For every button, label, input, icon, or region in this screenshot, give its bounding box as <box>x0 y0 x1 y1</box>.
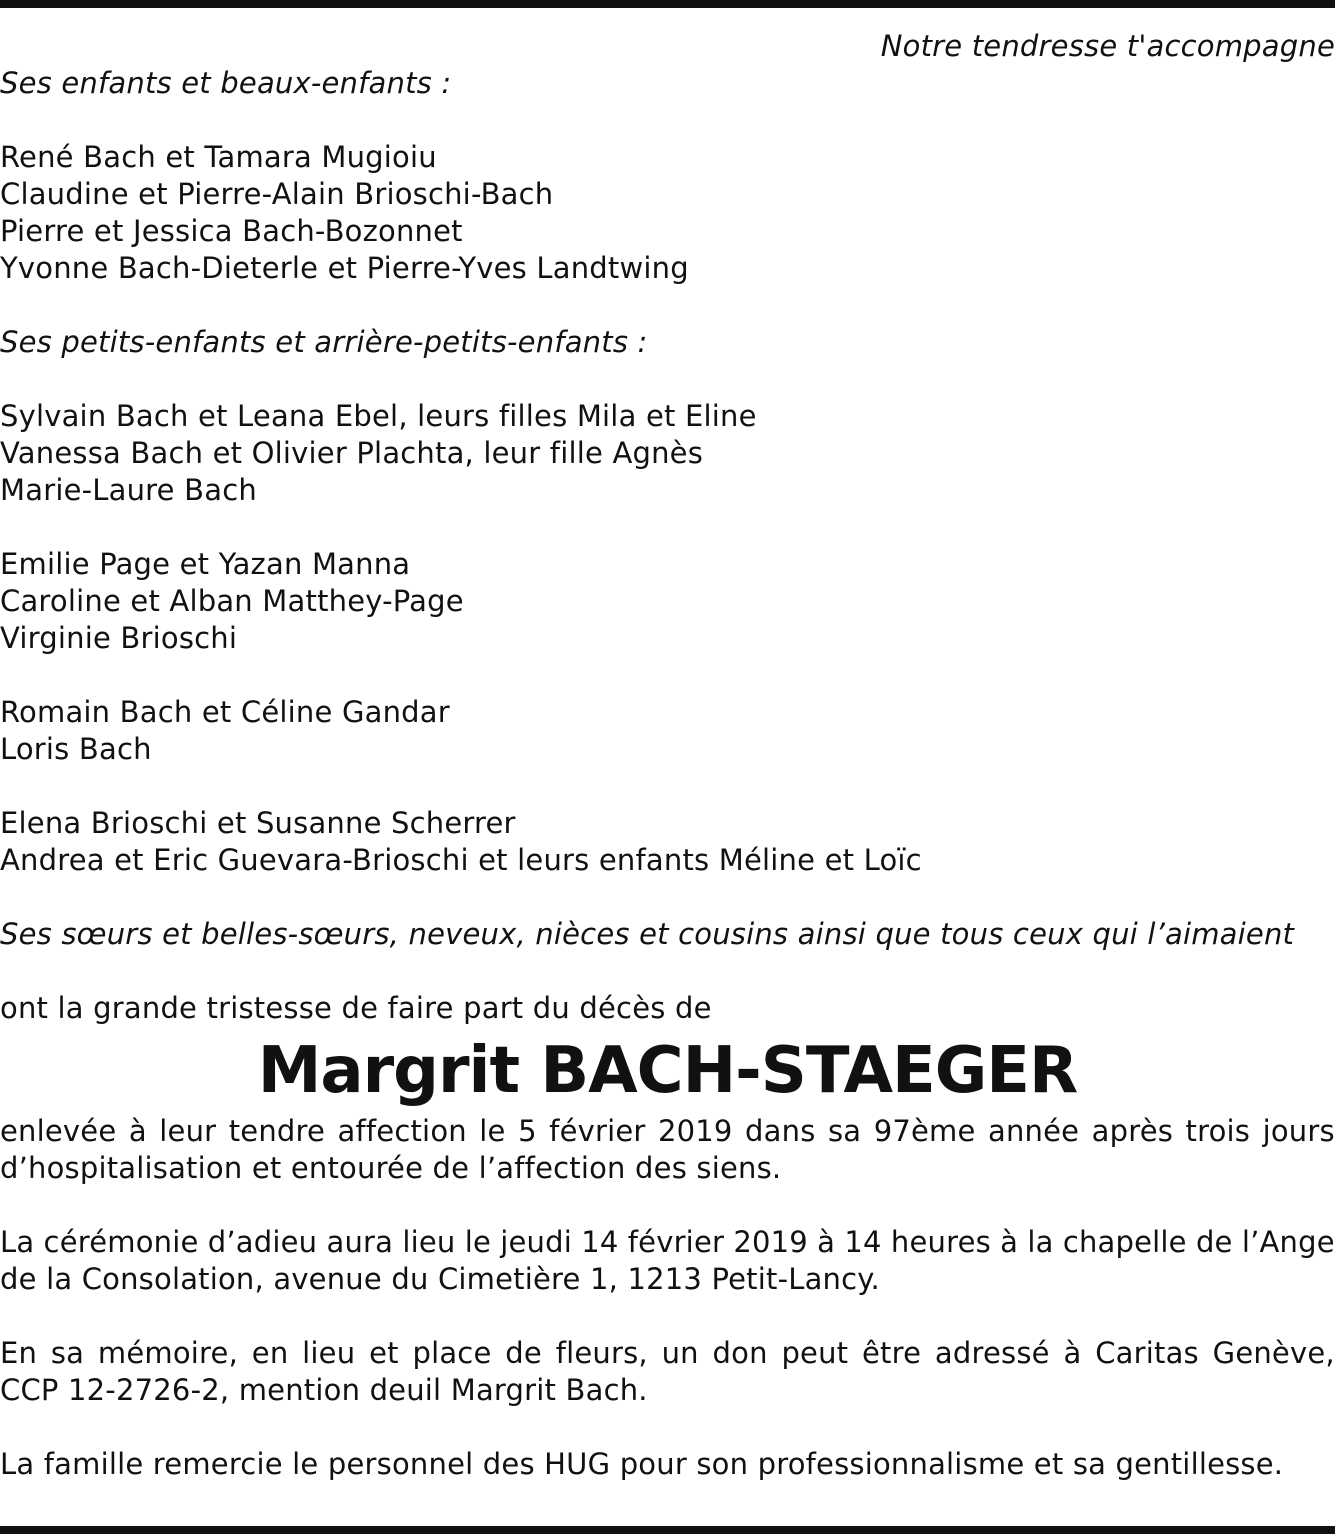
top-border-rule <box>0 0 1335 8</box>
word: adressé <box>934 1336 1050 1370</box>
word: mémoire, <box>97 1336 239 1370</box>
list-item: Yvonne Bach-Dieterle et Pierre-Yves Landtwing <box>0 251 689 285</box>
spacer <box>0 1298 1335 1335</box>
word: 14 <box>581 1225 619 1259</box>
word: après <box>1091 1114 1174 1148</box>
word: Caritas <box>1095 1336 1199 1370</box>
word: Genève, <box>1212 1336 1335 1370</box>
word: le <box>464 1225 492 1259</box>
word: février <box>627 1225 725 1259</box>
bottom-border-rule <box>0 1526 1335 1534</box>
spacer <box>0 768 1335 805</box>
word: trois <box>1185 1114 1251 1148</box>
paragraph-line: d’hospitalisation et entourée de l’affection des siens. <box>0 1151 782 1185</box>
grandchildren-group <box>0 694 1335 768</box>
justified-line <box>0 1224 1335 1261</box>
spacer <box>0 879 1335 916</box>
grandchildren-group <box>0 398 1335 509</box>
grandchildren-heading: Ses petits-enfants et arrière-petits-enfants : <box>0 325 648 359</box>
word: cérémonie <box>43 1225 199 1259</box>
paragraph-line: CCP 12-2726-2, mention deuil Margrit Bach. <box>0 1373 648 1407</box>
relatives-line: Ses sœurs et belles-sœurs, neveux, nièces et cousins ainsi que tous ceux qui l’aimaient <box>0 917 1295 951</box>
word: à <box>817 1225 836 1259</box>
word: être <box>862 1336 922 1370</box>
spacer <box>0 509 1335 546</box>
word: En <box>0 1336 38 1370</box>
epigraph: Notre tendresse t'accompagne <box>880 29 1335 63</box>
spacer <box>0 953 1335 990</box>
list-item: Marie-Laure Bach <box>0 473 257 507</box>
word: aura <box>326 1225 394 1259</box>
word: La <box>0 1225 35 1259</box>
list-item: Elena Brioschi et Susanne Scherrer <box>0 806 516 840</box>
list-item: Pierre et Jessica Bach-Bozonnet <box>0 214 463 248</box>
spacer <box>0 1187 1335 1224</box>
word: 2019 <box>657 1114 733 1148</box>
word: à <box>128 1114 147 1148</box>
word: le <box>479 1114 506 1148</box>
word: année <box>988 1114 1080 1148</box>
word: jeudi <box>500 1225 572 1259</box>
word: dans <box>745 1114 816 1148</box>
word: jours <box>1262 1114 1335 1148</box>
children-list <box>0 139 1335 287</box>
children-heading: Ses enfants et beaux-enfants : <box>0 66 452 100</box>
word: un <box>661 1336 699 1370</box>
word: place <box>412 1336 492 1370</box>
spacer <box>0 1409 1335 1446</box>
word: affection <box>337 1114 467 1148</box>
word: à <box>1000 1225 1019 1259</box>
word: tendre <box>228 1114 326 1148</box>
thanks-line: La famille remercie le personnel des HUG pour son professionnalisme et sa gentillesse. <box>0 1447 1284 1481</box>
word: sa <box>827 1114 862 1148</box>
word: chapelle <box>1062 1225 1187 1259</box>
word: 2019 <box>733 1225 808 1259</box>
list-item: Caroline et Alban Matthey-Page <box>0 584 464 618</box>
list-item: Virginie Brioschi <box>0 621 238 655</box>
word: 14 <box>844 1225 882 1259</box>
list-item: René Bach et Tamara Mugioiu <box>0 140 437 174</box>
word: février <box>549 1114 646 1148</box>
list-item: Romain Bach et Céline Gandar <box>0 695 450 729</box>
word: et <box>369 1336 399 1370</box>
word: l’Ange <box>1241 1225 1335 1259</box>
spacer <box>0 287 1335 324</box>
list-item: Claudine et Pierre-Alain Brioschi-Bach <box>0 177 554 211</box>
word: 5 <box>518 1114 537 1148</box>
word: sa <box>50 1336 85 1370</box>
list-item: Sylvain Bach et Leana Ebel, leurs filles Mila et Eline <box>0 399 757 433</box>
word: lieu <box>302 1336 356 1370</box>
donation-paragraph <box>0 1335 1335 1409</box>
word: en <box>251 1336 289 1370</box>
word: leur <box>159 1114 217 1148</box>
spacer <box>0 102 1335 139</box>
list-item: Loris Bach <box>0 732 152 766</box>
word: lieu <box>402 1225 456 1259</box>
grandchildren-group <box>0 546 1335 657</box>
word: de <box>505 1336 542 1370</box>
spacer <box>0 657 1335 694</box>
word: enlevée <box>0 1114 117 1148</box>
deceased-name: Margrit BACH-STAEGER <box>257 1034 1078 1108</box>
paragraph-line: de la Consolation, avenue du Cimetière 1, 1213 Petit-Lancy. <box>0 1262 880 1296</box>
word: don <box>712 1336 768 1370</box>
justified-line <box>0 1335 1335 1372</box>
word: d’adieu <box>207 1225 318 1259</box>
word: peut <box>781 1336 849 1370</box>
list-item: Emilie Page et Yazan Manna <box>0 547 411 581</box>
obituary-notice <box>0 28 1335 1483</box>
word: heures <box>890 1225 991 1259</box>
list-item: Vanessa Bach et Olivier Plachta, leur fille Agnès <box>0 436 704 470</box>
word: fleurs, <box>555 1336 648 1370</box>
announcement-line: ont la grande tristesse de faire part du décès de <box>0 991 712 1025</box>
list-item: Andrea et Eric Guevara-Brioschi et leurs enfants Méline et Loïc <box>0 843 922 877</box>
word: la <box>1027 1225 1054 1259</box>
word: 97ème <box>873 1114 976 1148</box>
ceremony-paragraph <box>0 1224 1335 1298</box>
spacer <box>0 361 1335 398</box>
grandchildren-group <box>0 805 1335 879</box>
word: de <box>1195 1225 1233 1259</box>
word: à <box>1063 1336 1082 1370</box>
death-paragraph <box>0 1113 1335 1187</box>
justified-line <box>0 1113 1335 1150</box>
